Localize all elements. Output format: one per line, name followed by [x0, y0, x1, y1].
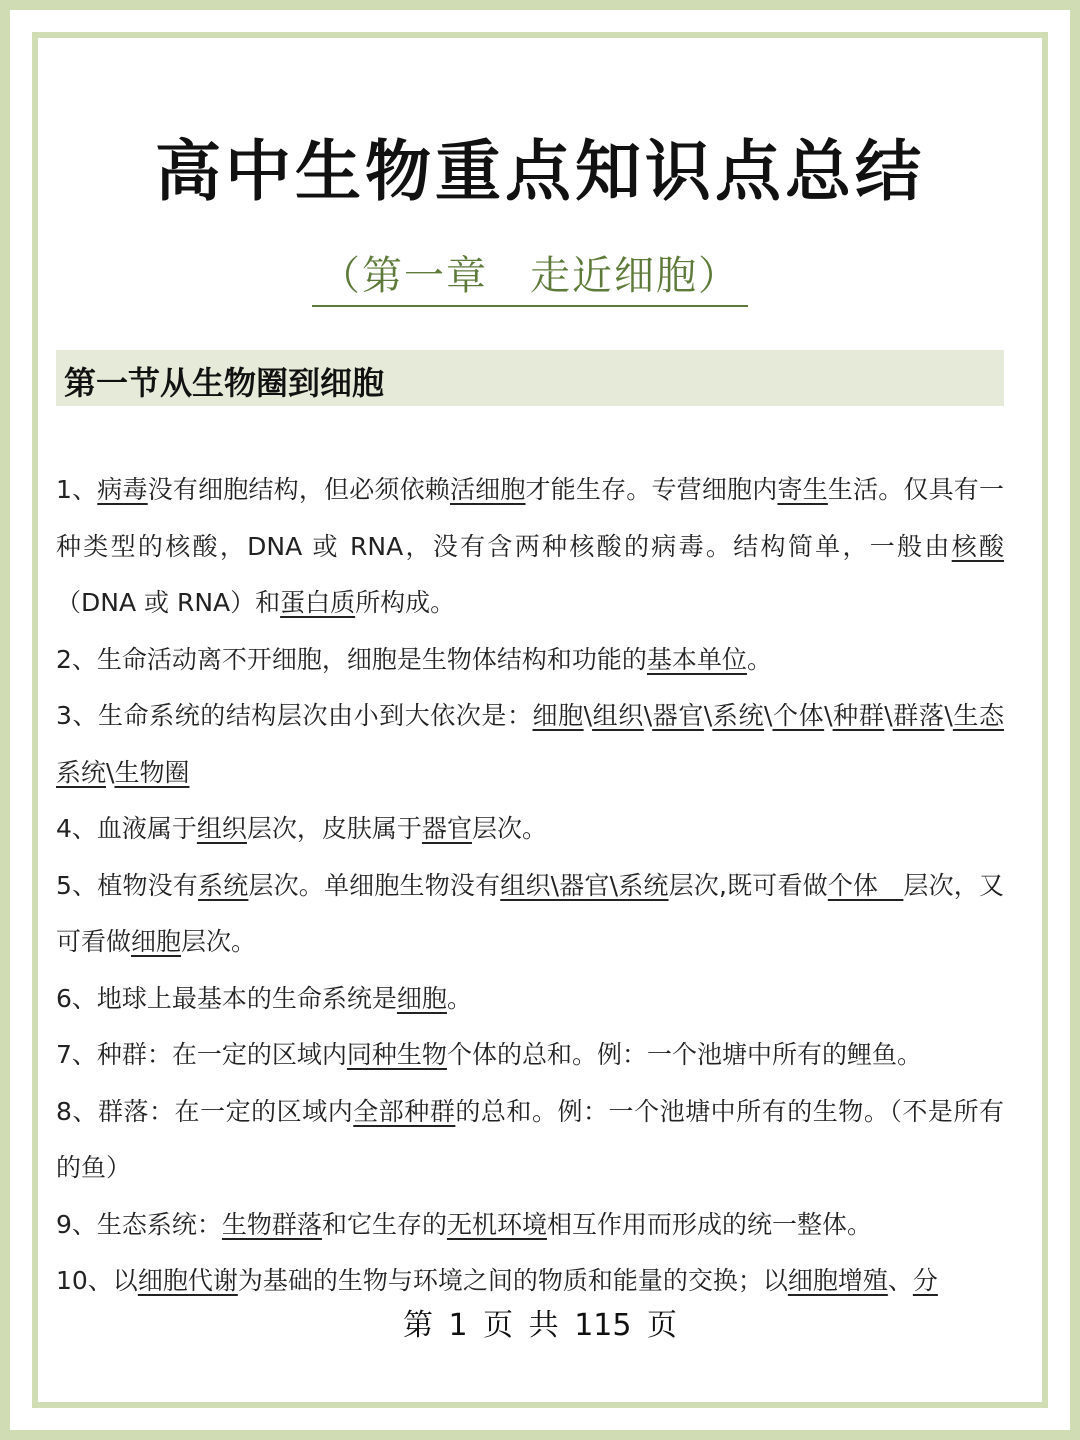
key-term: 个体 — [827, 870, 904, 900]
page-title: 高中生物重点知识点总结 — [155, 133, 925, 210]
page-number: 第 1 页 共 115 页 — [402, 1308, 678, 1343]
key-term: 生态系统 — [56, 701, 1004, 787]
paragraph-8: 8、群落：在一定的区域内全部种群的总和。例：一个池塘中所有的生物。（不是所有的鱼） — [56, 1096, 1004, 1182]
key-term: 器官 — [421, 814, 472, 843]
paragraph-10: 10、以细胞代谢为基础的生物与环境之间的物质和能量的交换；以细胞增殖、分 — [56, 1266, 938, 1295]
key-term: 个体 — [772, 701, 825, 730]
key-term: 细胞 — [532, 701, 584, 730]
paragraph-4: 4、血液属于组织层次，皮肤属于器官层次。 — [56, 814, 547, 843]
key-term: 基本单位 — [646, 644, 747, 674]
key-term: 细胞增殖 — [787, 1266, 888, 1295]
key-term: 活细胞 — [449, 475, 526, 504]
content-body — [56, 462, 1004, 1310]
key-term: 种群 — [832, 701, 885, 730]
section-title: 第一节从生物圈到细胞 — [64, 364, 385, 402]
key-term: 组织 — [592, 701, 644, 730]
key-term: 生物群落 — [221, 1209, 322, 1239]
paragraph-2: 2、生命活动离不开细胞，细胞是生物体结构和功能的基本单位。 — [56, 644, 772, 674]
key-term: 细胞代谢 — [137, 1266, 238, 1295]
key-term: 全部种群 — [353, 1096, 456, 1126]
key-term: 组织\器官\系统 — [500, 870, 669, 900]
key-term: 组织 — [196, 814, 247, 843]
paragraph-5: 5、植物没有系统层次。单细胞生物没有组织\器官\系统层次,既可看做个体 层次，又可看做细胞层次。 — [56, 870, 1004, 956]
paragraph-6: 6、地球上最基本的生命系统是细胞。 — [56, 983, 472, 1013]
section-header — [56, 350, 1004, 406]
key-term: 细胞 — [131, 927, 182, 956]
chapter-subtitle: （第一章 走近细胞） — [312, 244, 748, 307]
key-term: 细胞 — [396, 983, 447, 1013]
key-term: 器官 — [652, 701, 704, 730]
key-term: 生物圈 — [114, 757, 190, 787]
key-term: 系统 — [198, 870, 249, 900]
paragraph-3: 3、生命系统的结构层次由小到大依次是：细胞\组织\器官\系统\个体\种群\群落\生态系统\生物圈 — [56, 701, 1004, 787]
key-term: 群落 — [892, 701, 945, 730]
key-term: 蛋白质 — [280, 588, 356, 617]
key-term: 寄生 — [777, 475, 828, 504]
key-term: 病毒 — [97, 475, 148, 504]
key-term: 核酸 — [951, 531, 1004, 561]
key-term: 系统 — [712, 701, 765, 730]
key-term: 同种生物 — [346, 1040, 447, 1069]
paragraph-1: 1、病毒没有细胞结构，但必须依赖活细胞才能生存。专营细胞内寄生生活。仅具有一种类型的核酸，DNA 或 RNA，没有含两种核酸的病毒。结构简单，一般由核酸（DNA 或 RNA）和蛋白质所构成。 — [56, 475, 1004, 617]
key-term: 分 — [912, 1266, 938, 1295]
paragraph-7: 7、种群：在一定的区域内同种生物个体的总和。例：一个池塘中所有的鲤鱼。 — [56, 1040, 922, 1069]
paragraph-9: 9、生态系统：生物群落和它生存的无机环境相互作用而形成的统一整体。 — [56, 1209, 872, 1239]
key-term: 无机环境 — [446, 1209, 547, 1239]
